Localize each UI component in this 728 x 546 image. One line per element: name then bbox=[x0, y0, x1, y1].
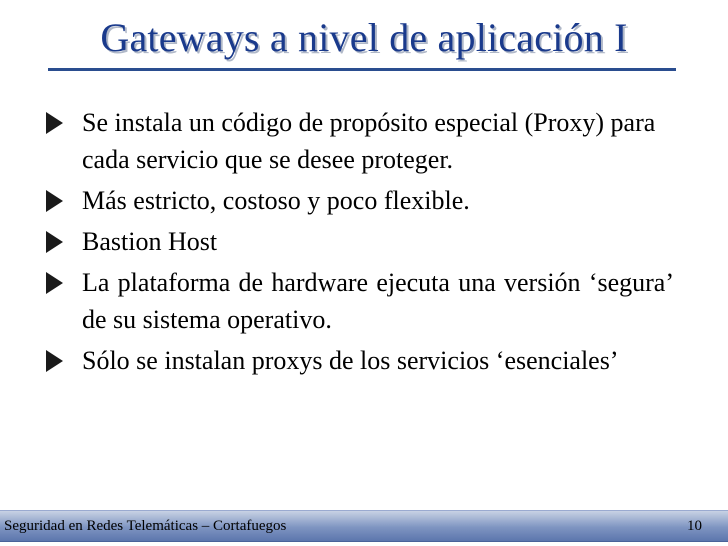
bullet-text: Sólo se instalan proxys de los servicios ‘esenciales’ bbox=[82, 346, 619, 375]
bullet-arrow-icon bbox=[46, 231, 63, 253]
slide-title: Gateways a nivel de aplicación I bbox=[100, 15, 628, 60]
bullet-arrow-icon bbox=[46, 272, 63, 294]
bullet-item bbox=[46, 264, 674, 338]
bullet-item bbox=[46, 342, 674, 379]
bullet-list bbox=[46, 104, 674, 383]
bullet-text: Más estricto, costoso y poco flexible. bbox=[82, 186, 470, 215]
bullet-item bbox=[46, 223, 674, 260]
footer-course-title: Seguridad en Redes Telemáticas – Cortafuegos bbox=[4, 518, 287, 534]
bullet-arrow-icon bbox=[46, 190, 63, 212]
footer-bar bbox=[0, 510, 728, 542]
bullet-arrow-icon bbox=[46, 112, 63, 134]
bullet-item bbox=[46, 104, 674, 178]
bullet-text: Bastion Host bbox=[82, 227, 218, 256]
title-underline bbox=[48, 68, 676, 71]
page-number: 10 bbox=[687, 518, 702, 534]
bullet-item bbox=[46, 182, 674, 219]
bullet-text: La plataforma de hardware ejecuta una versión ‘segura’ de su sistema operativo. bbox=[82, 268, 674, 334]
bullet-arrow-icon bbox=[46, 350, 63, 372]
bullet-text: Se instala un código de propósito especial (Proxy) para cada servicio que se desee proteger. bbox=[82, 108, 656, 174]
